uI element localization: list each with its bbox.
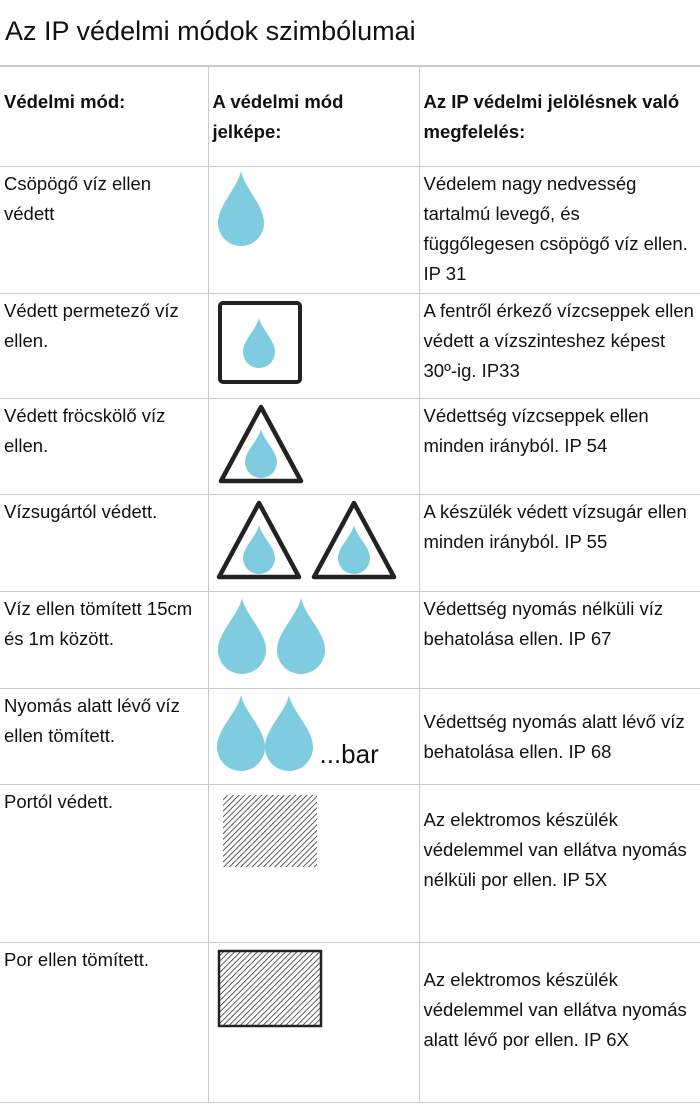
desc-cell: Az elektromos készülék védelemmel van ellátva nyomás alatt lévő por ellen. IP 6X — [419, 943, 700, 1103]
header-compliance: Az IP védelmi jelölésnek való megfelelés: — [419, 67, 700, 167]
symbol-cell — [208, 943, 419, 1103]
ip-symbols-table — [0, 66, 700, 1103]
header-mode: Védelmi mód: — [0, 67, 208, 167]
two-drops-icon — [209, 592, 419, 688]
mode-cell: Csöpögő víz ellen védett — [0, 167, 208, 294]
two-drops-bar-icon — [209, 689, 419, 784]
page-title: Az IP védelmi módok szimbólumai — [0, 0, 700, 66]
mode-cell: Portól védett. — [0, 785, 208, 943]
table-row — [0, 943, 700, 1103]
table-row — [0, 785, 700, 943]
mode-cell: Védett permetező víz ellen. — [0, 294, 208, 399]
desc-cell: Védettség nyomás alatt lévő víz behatolása ellen. IP 68 — [419, 689, 700, 785]
two-drops-in-triangles-icon — [209, 495, 419, 591]
mode-cell: Vízsugártól védett. — [0, 495, 208, 592]
table-row — [0, 689, 700, 785]
symbol-cell — [208, 495, 419, 592]
desc-cell: Az elektromos készülék védelemmel van ellátva nyomás nélküli por ellen. IP 5X — [419, 785, 700, 943]
drop-in-square-icon — [209, 294, 419, 398]
drop-icon — [209, 167, 419, 293]
table-row — [0, 167, 700, 294]
bar-label: ...bar — [319, 739, 379, 769]
desc-cell: Védettség vízcseppek ellen minden irányból. IP 54 — [419, 399, 700, 495]
table-row — [0, 495, 700, 592]
mode-cell: Védett fröcskölő víz ellen. — [0, 399, 208, 495]
desc-cell: Védettség nyomás nélküli víz behatolása ellen. IP 67 — [419, 592, 700, 689]
desc-cell: A készülék védett vízsugár ellen minden irányból. IP 55 — [419, 495, 700, 592]
header-symbol: A védelmi mód jelképe: — [208, 67, 419, 167]
table-row — [0, 399, 700, 495]
drop-in-triangle-icon — [209, 399, 419, 494]
hatched-square-icon — [209, 785, 419, 942]
mode-cell: Víz ellen tömített 15cm és 1m között. — [0, 592, 208, 689]
desc-cell: A fentről érkező vízcseppek ellen védett a vízszinteshez képest 30º-ig. IP33 — [419, 294, 700, 399]
symbol-cell — [208, 592, 419, 689]
symbol-cell — [208, 399, 419, 495]
symbol-cell — [208, 689, 419, 785]
desc-cell: Védelem nagy nedvesség tartalmú levegő, és függőlegesen csöpögő víz ellen. IP 31 — [419, 167, 700, 294]
mode-cell: Nyomás alatt lévő víz ellen tömített. — [0, 689, 208, 785]
symbol-cell — [208, 167, 419, 294]
table-row — [0, 294, 700, 399]
symbol-cell — [208, 294, 419, 399]
table-row — [0, 592, 700, 689]
mode-cell: Por ellen tömített. — [0, 943, 208, 1103]
header-row — [0, 67, 700, 167]
symbol-cell — [208, 785, 419, 943]
hatched-framed-rectangle-icon — [209, 943, 419, 1102]
